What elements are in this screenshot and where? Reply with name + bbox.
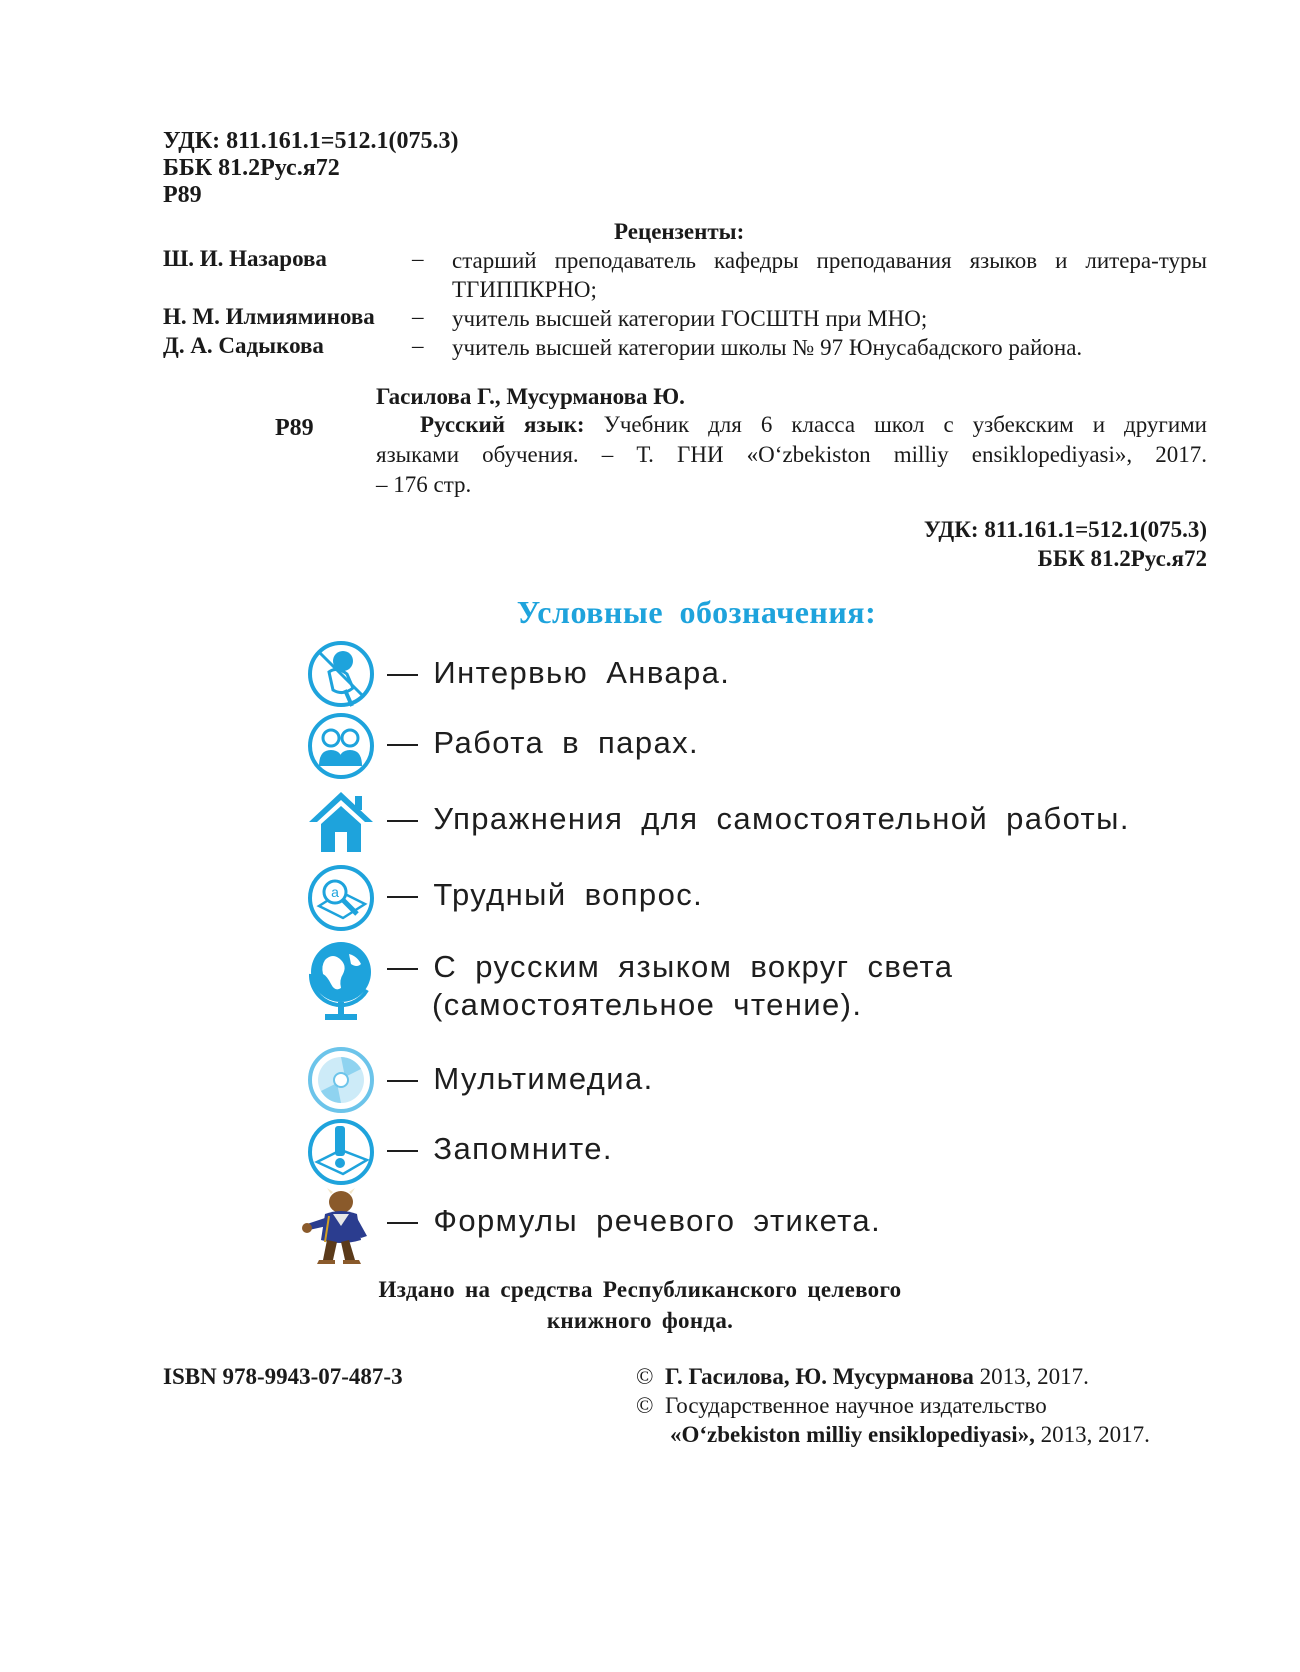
reviewer-description: учитель высшей категории школы № 97 Юнусабадского района.	[452, 335, 1083, 360]
bib-line-1-text: Учебник для 6 класса школ с узбекским и другими	[603, 412, 1207, 437]
pair-work-icon	[305, 710, 377, 782]
legend-label: — Упражнения для самостоятельной работы.	[387, 801, 1130, 836]
copyright-authors	[636, 1362, 1207, 1391]
funding-note	[0, 1274, 1300, 1336]
copyright-block	[636, 1362, 1207, 1449]
magnifier-book-icon	[305, 862, 377, 934]
legend-label: — Запомните.	[387, 1131, 613, 1166]
reviewer-description: учитель высшей категории ГОСШТН при МНО;	[452, 306, 928, 331]
bbk-code: ББК 81.2Рус.я72	[163, 155, 340, 181]
legend-label: — С русским языком вокруг света	[387, 949, 954, 984]
bib-catalog-code: Р89	[275, 415, 314, 441]
funding-line-1: Издано на средства Республиканского целевого	[378, 1277, 902, 1302]
bib-description	[376, 410, 1207, 500]
legend-label: — Работа в парах.	[387, 725, 700, 760]
reviewer-name: Н. М. Илмияминова	[163, 304, 375, 329]
svg-text:a: a	[331, 884, 339, 900]
classification-codes	[163, 128, 458, 209]
copyright-symbol: ©	[636, 1364, 654, 1389]
catalog-code: Р89	[163, 182, 202, 208]
copyright-symbol: ©	[636, 1393, 654, 1418]
reviewer-description: старший преподаватель кафедры преподавания языков и литера-туры ТГИППКРНО;	[452, 248, 1207, 302]
cd-icon	[305, 1044, 377, 1116]
legend-label: — Интервью Анвара.	[387, 655, 731, 690]
bib-line-1	[376, 410, 1207, 440]
reviewer-dash: –	[412, 246, 424, 271]
microphone-icon	[305, 638, 377, 710]
reviewer-dash: –	[412, 304, 424, 329]
copyright-authors-years: 2013, 2017.	[979, 1364, 1089, 1389]
reviewers-title: Рецензенты:	[614, 219, 745, 244]
isbn: ISBN 978-9943-07-487-3	[163, 1364, 403, 1389]
publisher-years: 2013, 2017.	[1040, 1422, 1150, 1447]
publisher-brand: «O‘zbekiston milliy ensiklopediyasi»,	[670, 1422, 1035, 1447]
house-icon	[305, 786, 377, 858]
bib-bbk: ББК 81.2Рус.я72	[1037, 546, 1207, 571]
udk-code: УДК: 811.161.1=512.1(075.3)	[163, 128, 459, 154]
legend-label: — Формулы речевого этикета.	[387, 1203, 882, 1238]
funding-line-2: книжного фонда.	[546, 1308, 734, 1333]
bib-udk: УДК: 811.161.1=512.1(075.3)	[923, 517, 1207, 542]
reviewer-dash: –	[412, 333, 424, 358]
exclamation-book-icon	[305, 1116, 377, 1188]
bib-line-2: языками обучения. – Т. ГНИ «O‘zbekiston milliy ensiklopediyasi», 2017.	[376, 442, 1207, 467]
copyright-authors-names: Г. Гасилова, Ю. Мусурманова	[664, 1364, 974, 1389]
reviewer-name: Д. А. Садыкова	[163, 333, 324, 358]
legend-label: — Трудный вопрос.	[387, 877, 704, 912]
copyright-publisher-line-2	[636, 1420, 1207, 1449]
legend-label: — Мультимедиа.	[387, 1061, 654, 1096]
copyright-publisher-name: Государственное научное издательство	[664, 1393, 1047, 1418]
beast-character-icon	[301, 1186, 377, 1266]
copyright-publisher	[636, 1391, 1207, 1420]
bib-line-3: – 176 стр.	[376, 472, 472, 497]
legend-label-continuation: (самостоятельное чтение).	[432, 987, 863, 1022]
legend-title: Условные обозначения:	[516, 594, 877, 630]
globe-icon	[305, 934, 377, 1024]
book-title: Русский язык:	[420, 412, 585, 437]
reviewer-name: Ш. И. Назарова	[163, 246, 327, 271]
authors: Гасилова Г., Мусурманова Ю.	[376, 384, 685, 409]
